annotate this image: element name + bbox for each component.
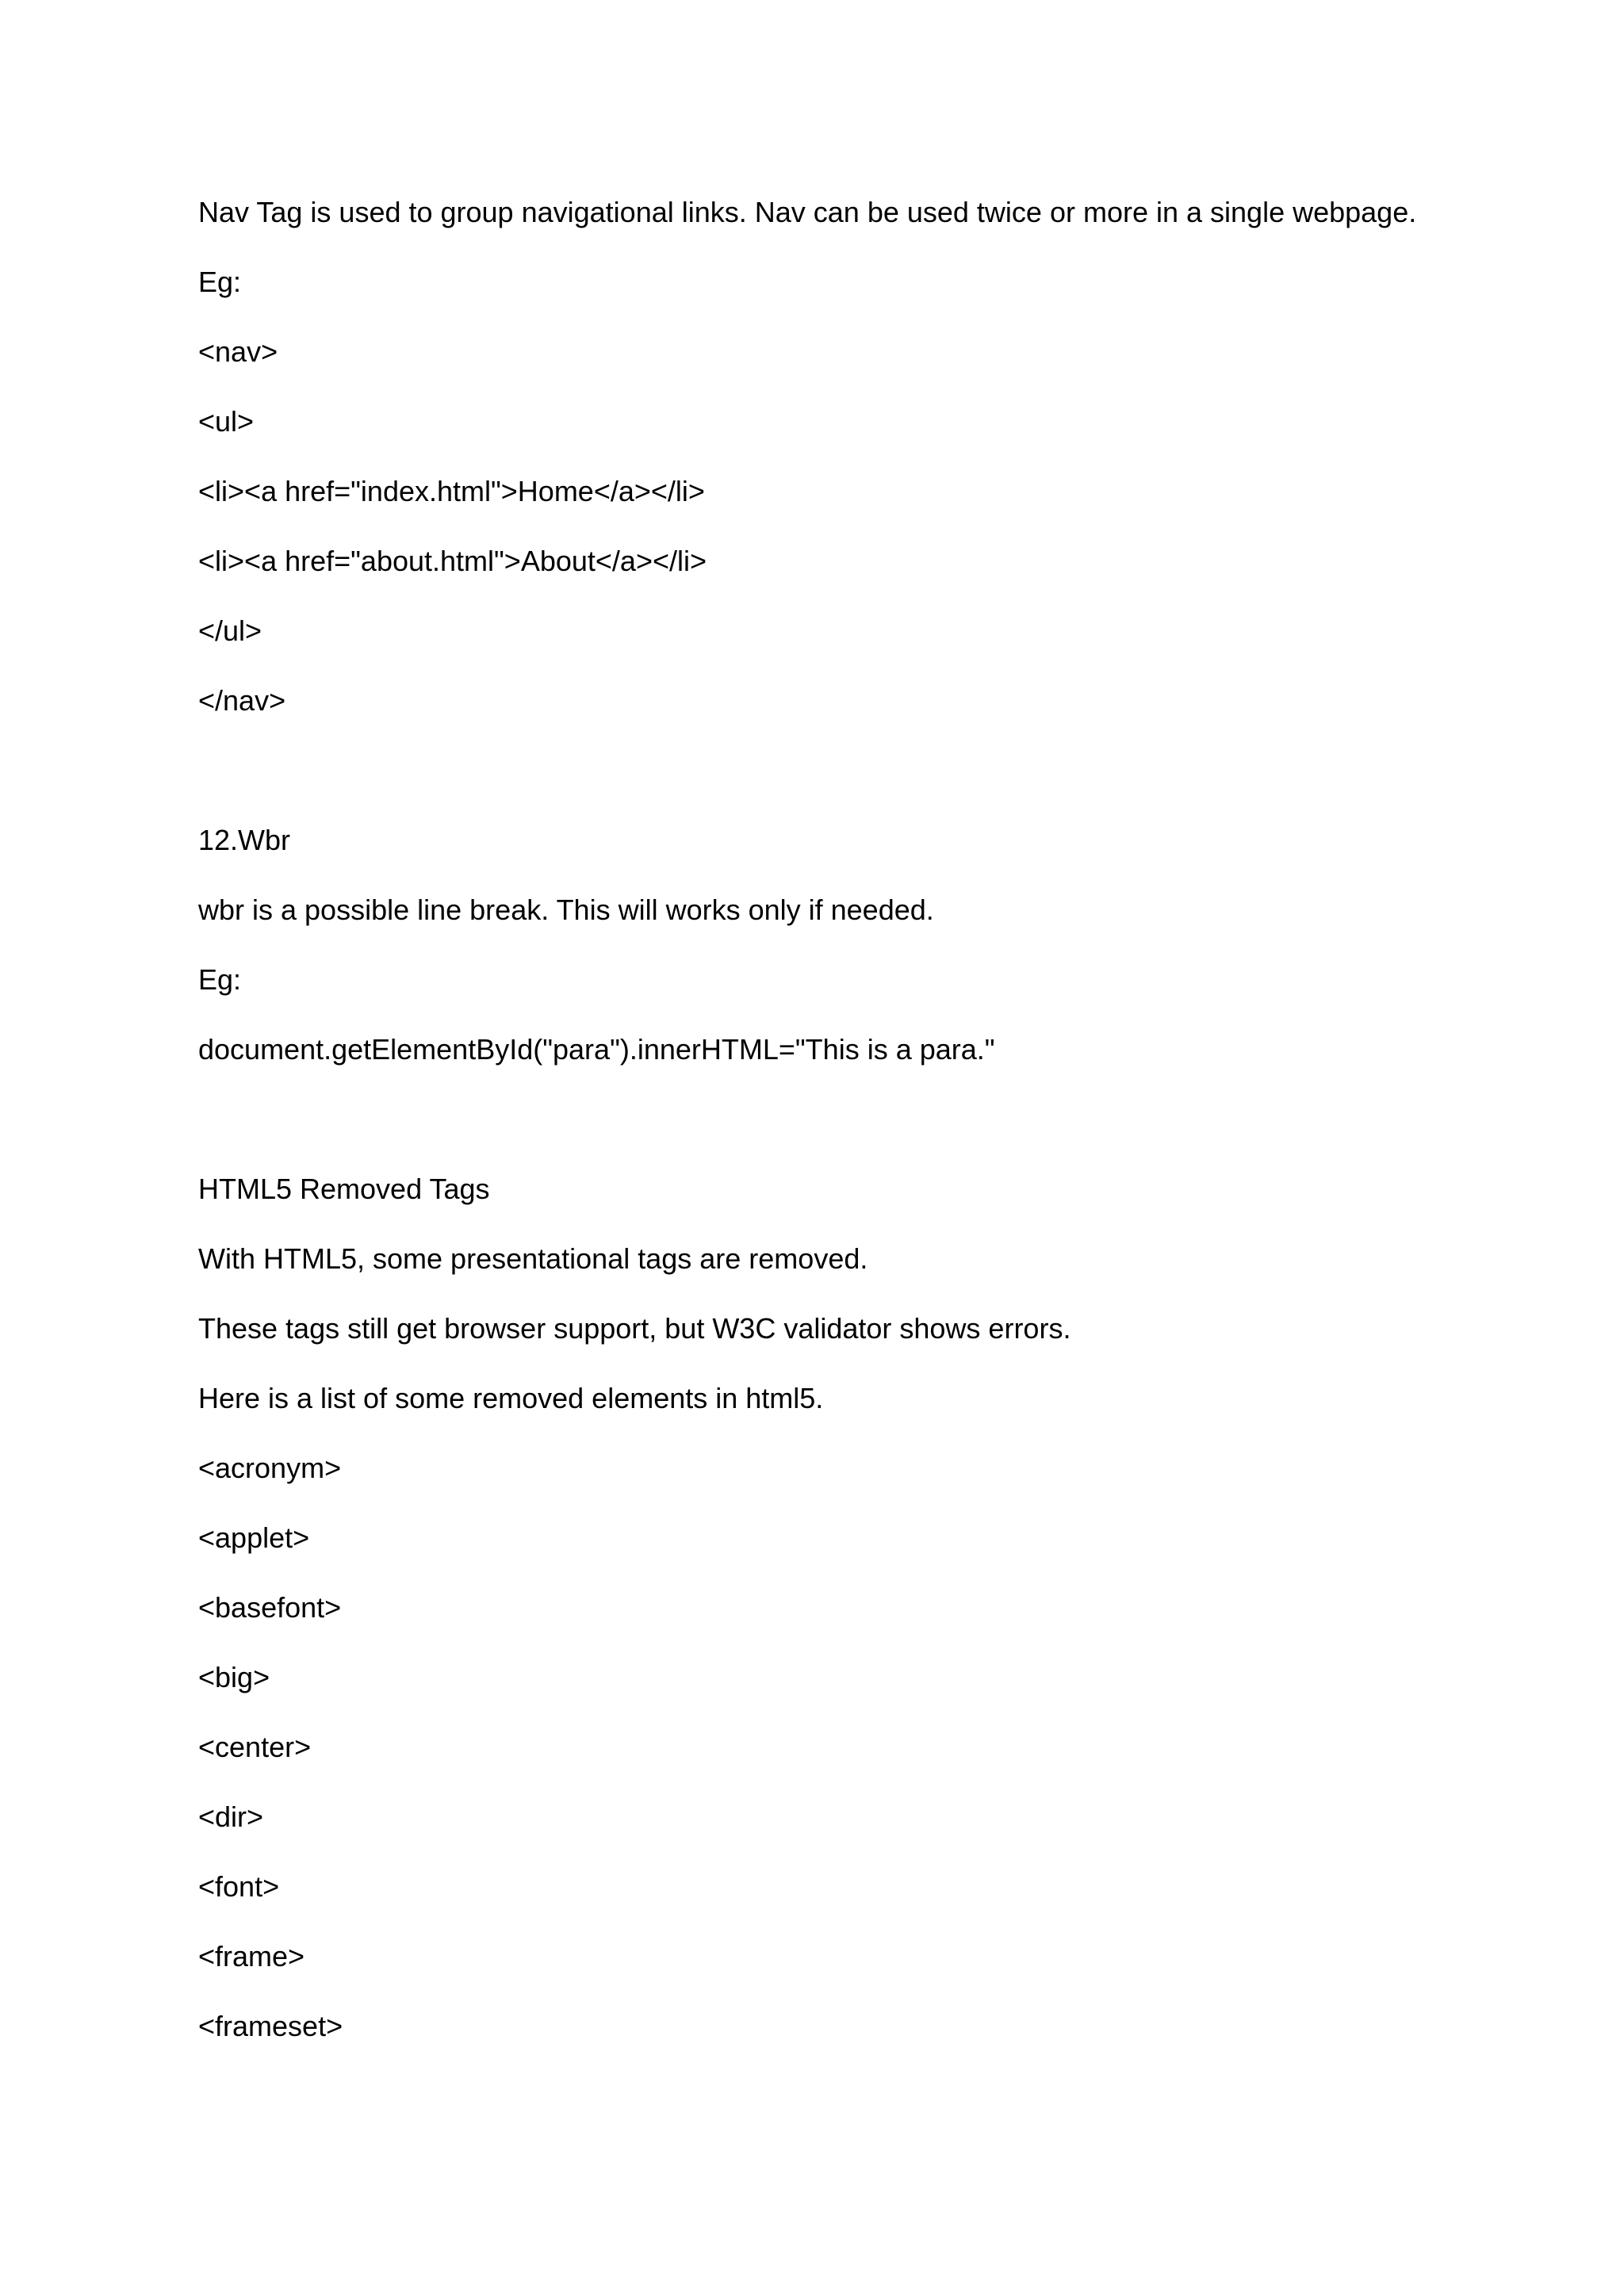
removed-intro-line: With HTML5, some presentational tags are removed. [198,1242,868,1275]
removed-tag-item: <big> [198,1661,270,1693]
removed-tag-item: <center> [198,1731,312,1763]
nav-code-line: </ul> [198,614,262,647]
nav-code-line: <ul> [198,405,255,438]
nav-code-line: </nav> [198,684,286,717]
removed-tag-item: <basefont> [198,1591,342,1624]
removed-tag-item: <applet> [198,1521,310,1554]
nav-description: Nav Tag is used to group navigational links. Nav can be used twice or more in a single webpage. [198,196,1417,228]
wbr-code-line: document.getElementById("para").innerHTML="This is a para." [198,1033,995,1066]
removed-intro-line: Here is a list of some removed elements in html5. [198,1382,824,1414]
nav-code-line: <li><a href="index.html">Home</a></li> [198,475,705,507]
nav-example-label: Eg: [198,266,242,298]
wbr-description: wbr is a possible line break. This will works only if needed. [198,894,934,926]
nav-code-line: <li><a href="about.html">About</a></li> [198,545,707,577]
removed-tag-item: <font> [198,1870,280,1903]
removed-tag-item: <frame> [198,1940,305,1973]
removed-intro-line: These tags still get browser support, but W3C validator shows errors. [198,1312,1071,1345]
removed-tag-item: <frameset> [198,2010,343,2042]
wbr-example-label: Eg: [198,963,242,996]
removed-tags-heading: HTML5 Removed Tags [198,1173,490,1205]
removed-tag-item: <acronym> [198,1452,342,1484]
nav-code-line: <nav> [198,335,278,368]
wbr-heading: 12.Wbr [198,824,291,856]
removed-tag-item: <dir> [198,1800,264,1833]
